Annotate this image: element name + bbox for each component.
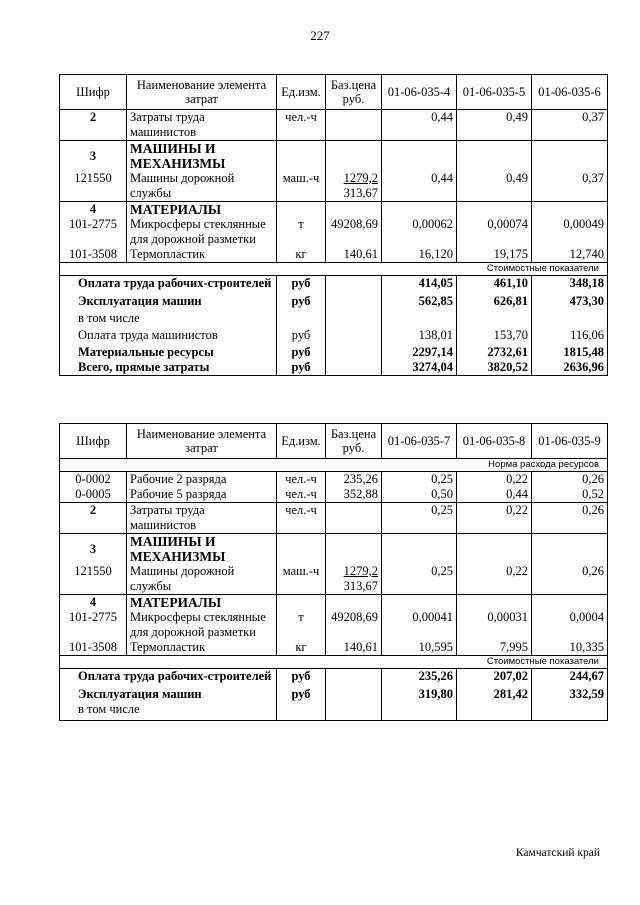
header-col-1: 01-06-035-4	[382, 75, 457, 110]
total-value-3: 348,18	[532, 276, 608, 292]
total-value-3: 1815,48	[532, 343, 608, 360]
total-row	[60, 276, 608, 292]
table-row	[60, 610, 608, 640]
total-label: Оплата труда рабочих-строителей	[60, 276, 277, 292]
table-row	[60, 640, 608, 656]
total-value-3: 473,30	[532, 291, 608, 309]
row-price: 352,88	[326, 487, 382, 503]
row-value-2: 0,00031	[457, 610, 532, 640]
header-col-3: 01-06-035-6	[532, 75, 608, 110]
row-value-1: 0,44	[382, 171, 457, 202]
total-row	[60, 360, 608, 376]
header-price: Баз.цена руб.	[326, 75, 382, 110]
total-value-3: 2636,96	[532, 360, 608, 376]
row-value-1: 16,120	[382, 247, 457, 263]
total-value-1: 414,05	[382, 276, 457, 292]
header-col-3: 01-06-035-9	[532, 424, 608, 459]
row-price: 140,61	[326, 640, 382, 656]
total-unit: руб	[277, 343, 326, 360]
total-value-3: 332,59	[532, 684, 608, 702]
row-value-2: 0,00074	[457, 217, 532, 247]
row-name: Затраты труда машинистов	[127, 503, 277, 534]
row-code: 4	[60, 595, 127, 611]
row-value-2: 0,22	[457, 564, 532, 595]
header-col-2: 01-06-035-5	[457, 75, 532, 110]
row-code: 0-0005	[60, 487, 127, 503]
row-value-1: 0,50	[382, 487, 457, 503]
row-value-2: 0,22	[457, 503, 532, 534]
row-value-1: 0,25	[382, 564, 457, 595]
section-title: МАШИНЫ И МЕХАНИЗМЫ	[127, 141, 277, 172]
total-value-2: 461,10	[457, 276, 532, 292]
header-code: Шифр	[60, 424, 127, 459]
row-value-2: 0,22	[457, 472, 532, 488]
row-code: 101-2775	[60, 610, 127, 640]
row-name: Термопластик	[127, 640, 277, 656]
row-code: 2	[60, 503, 127, 534]
band-row	[60, 263, 608, 276]
row-value-1: 10,595	[382, 640, 457, 656]
total-value-2: 2732,61	[457, 343, 532, 360]
row-price: 140,61	[326, 247, 382, 263]
row-value-1: 0,00041	[382, 610, 457, 640]
total-row	[60, 309, 608, 326]
section-title: МАШИНЫ И МЕХАНИЗМЫ	[127, 534, 277, 565]
total-value-2: 626,81	[457, 291, 532, 309]
total-row	[60, 326, 608, 343]
row-name: Рабочие 5 разряда	[127, 487, 277, 503]
total-value-3: 116,06	[532, 326, 608, 343]
estimate-table-2	[59, 423, 608, 721]
cost-indicators-band: Стоимостные показатели	[60, 263, 608, 276]
total-value-2: 207,02	[457, 669, 532, 685]
row-name: Затраты труда машинистов	[127, 110, 277, 141]
header-unit: Ед.изм.	[277, 75, 326, 110]
table-row	[60, 472, 608, 488]
row-price-secondary: 313,67	[343, 579, 378, 593]
row-price: 1279,2	[343, 171, 378, 185]
header-name: Наименование элемента затрат	[127, 424, 277, 459]
cost-indicators-band: Стоимостные показатели	[60, 656, 608, 669]
row-value-3: 0,52	[532, 487, 608, 503]
row-code: 4	[60, 202, 127, 218]
row-code: 121550	[60, 171, 127, 202]
section-row	[60, 141, 608, 172]
total-value-1: 3274,04	[382, 360, 457, 376]
row-code: 101-3508	[60, 640, 127, 656]
table-row	[60, 503, 608, 534]
row-unit: чел.-ч	[277, 110, 326, 141]
row-unit: маш.-ч	[277, 564, 326, 595]
row-name: Микросферы стеклянные для дорожной разметки	[127, 610, 277, 640]
row-price: 235,26	[326, 472, 382, 488]
header-col-2: 01-06-035-8	[457, 424, 532, 459]
total-unit: руб	[277, 684, 326, 702]
header-price: Баз.цена руб.	[326, 424, 382, 459]
row-unit: т	[277, 610, 326, 640]
row-name: Машины дорожной службы	[127, 171, 277, 202]
total-value-1: 319,80	[382, 684, 457, 702]
row-name: Машины дорожной службы	[127, 564, 277, 595]
row-name: Рабочие 2 разряда	[127, 472, 277, 488]
total-value-2: 3820,52	[457, 360, 532, 376]
total-label: Эксплуатация машин	[60, 291, 277, 309]
total-row	[60, 343, 608, 360]
row-code: 121550	[60, 564, 127, 595]
table-row	[60, 487, 608, 503]
row-value-3: 0,26	[532, 472, 608, 488]
table-row	[60, 171, 608, 202]
row-unit: чел.-ч	[277, 503, 326, 534]
table-header-row	[60, 75, 608, 110]
row-unit: т	[277, 217, 326, 247]
row-name: Микросферы стеклянные для дорожной разметки	[127, 217, 277, 247]
page-number: 227	[310, 28, 330, 43]
section-title: МАТЕРИАЛЫ	[127, 202, 277, 218]
row-value-3: 0,37	[532, 110, 608, 141]
estimate-table-1	[59, 74, 608, 376]
header-code: Шифр	[60, 75, 127, 110]
total-value-1: 235,26	[382, 669, 457, 685]
total-value-3: 244,67	[532, 669, 608, 685]
section-title: МАТЕРИАЛЫ	[127, 595, 277, 611]
row-code: 101-3508	[60, 247, 127, 263]
row-price: 49208,69	[326, 610, 382, 640]
total-unit: руб	[277, 326, 326, 343]
row-unit: маш.-ч	[277, 171, 326, 202]
section-row	[60, 202, 608, 218]
header-col-1: 01-06-035-7	[382, 424, 457, 459]
band-row	[60, 656, 608, 669]
row-value-2: 19,175	[457, 247, 532, 263]
total-unit: руб	[277, 360, 326, 376]
row-price: 49208,69	[326, 217, 382, 247]
row-value-3: 10,335	[532, 640, 608, 656]
row-code: 0-0002	[60, 472, 127, 488]
row-code: 2	[60, 110, 127, 141]
total-label: Всего, прямые затраты	[60, 360, 277, 376]
row-unit: чел.-ч	[277, 472, 326, 488]
total-label: Оплата труда рабочих-строителей	[60, 669, 277, 685]
row-value-3: 0,00049	[532, 217, 608, 247]
section-row	[60, 595, 608, 611]
total-unit: руб	[277, 276, 326, 292]
total-value-1: 138,01	[382, 326, 457, 343]
header-name: Наименование элемента затрат	[127, 75, 277, 110]
table-row	[60, 217, 608, 247]
total-row	[60, 669, 608, 685]
row-value-2: 0,49	[457, 171, 532, 202]
total-row	[60, 684, 608, 702]
total-row	[60, 291, 608, 309]
row-code: 101-2775	[60, 217, 127, 247]
total-value-1: 562,85	[382, 291, 457, 309]
total-unit: руб	[277, 291, 326, 309]
row-price	[326, 110, 382, 141]
resource-norm-band: Норма расхода ресурсов	[60, 459, 608, 472]
total-value-2: 153,70	[457, 326, 532, 343]
total-label: Материальные ресурсы	[60, 343, 277, 360]
total-label: Эксплуатация машин	[60, 684, 277, 702]
total-unit: руб	[277, 669, 326, 685]
total-value-1: 2297,14	[382, 343, 457, 360]
total-row	[60, 702, 608, 721]
table-header-row	[60, 424, 608, 459]
row-value-3: 0,37	[532, 171, 608, 202]
row-value-1: 0,00062	[382, 217, 457, 247]
header-unit: Ед.изм.	[277, 424, 326, 459]
section-row	[60, 534, 608, 565]
row-value-1: 0,25	[382, 472, 457, 488]
table-row	[60, 247, 608, 263]
row-name: Термопластик	[127, 247, 277, 263]
table-row	[60, 110, 608, 141]
region-footer: Камчатский край	[515, 847, 600, 859]
total-value-2: 281,42	[457, 684, 532, 702]
row-unit: кг	[277, 640, 326, 656]
row-value-2: 0,44	[457, 487, 532, 503]
total-label: в том числе	[60, 702, 277, 721]
row-price-secondary: 313,67	[343, 186, 378, 200]
table-row	[60, 564, 608, 595]
row-value-3: 0,0004	[532, 610, 608, 640]
band-row	[60, 459, 608, 472]
row-code: 3	[60, 534, 127, 565]
row-value-3: 0,26	[532, 564, 608, 595]
row-code: 3	[60, 141, 127, 172]
row-value-1: 0,25	[382, 503, 457, 534]
row-value-2: 0,49	[457, 110, 532, 141]
total-label: в том числе	[60, 309, 277, 326]
total-label: Оплата труда машинистов	[60, 326, 277, 343]
row-price	[326, 503, 382, 534]
row-value-1: 0,44	[382, 110, 457, 141]
row-unit: кг	[277, 247, 326, 263]
row-value-3: 0,26	[532, 503, 608, 534]
row-value-2: 7,995	[457, 640, 532, 656]
row-price: 1279,2	[343, 564, 378, 578]
row-value-3: 12,740	[532, 247, 608, 263]
row-unit: чел.-ч	[277, 487, 326, 503]
